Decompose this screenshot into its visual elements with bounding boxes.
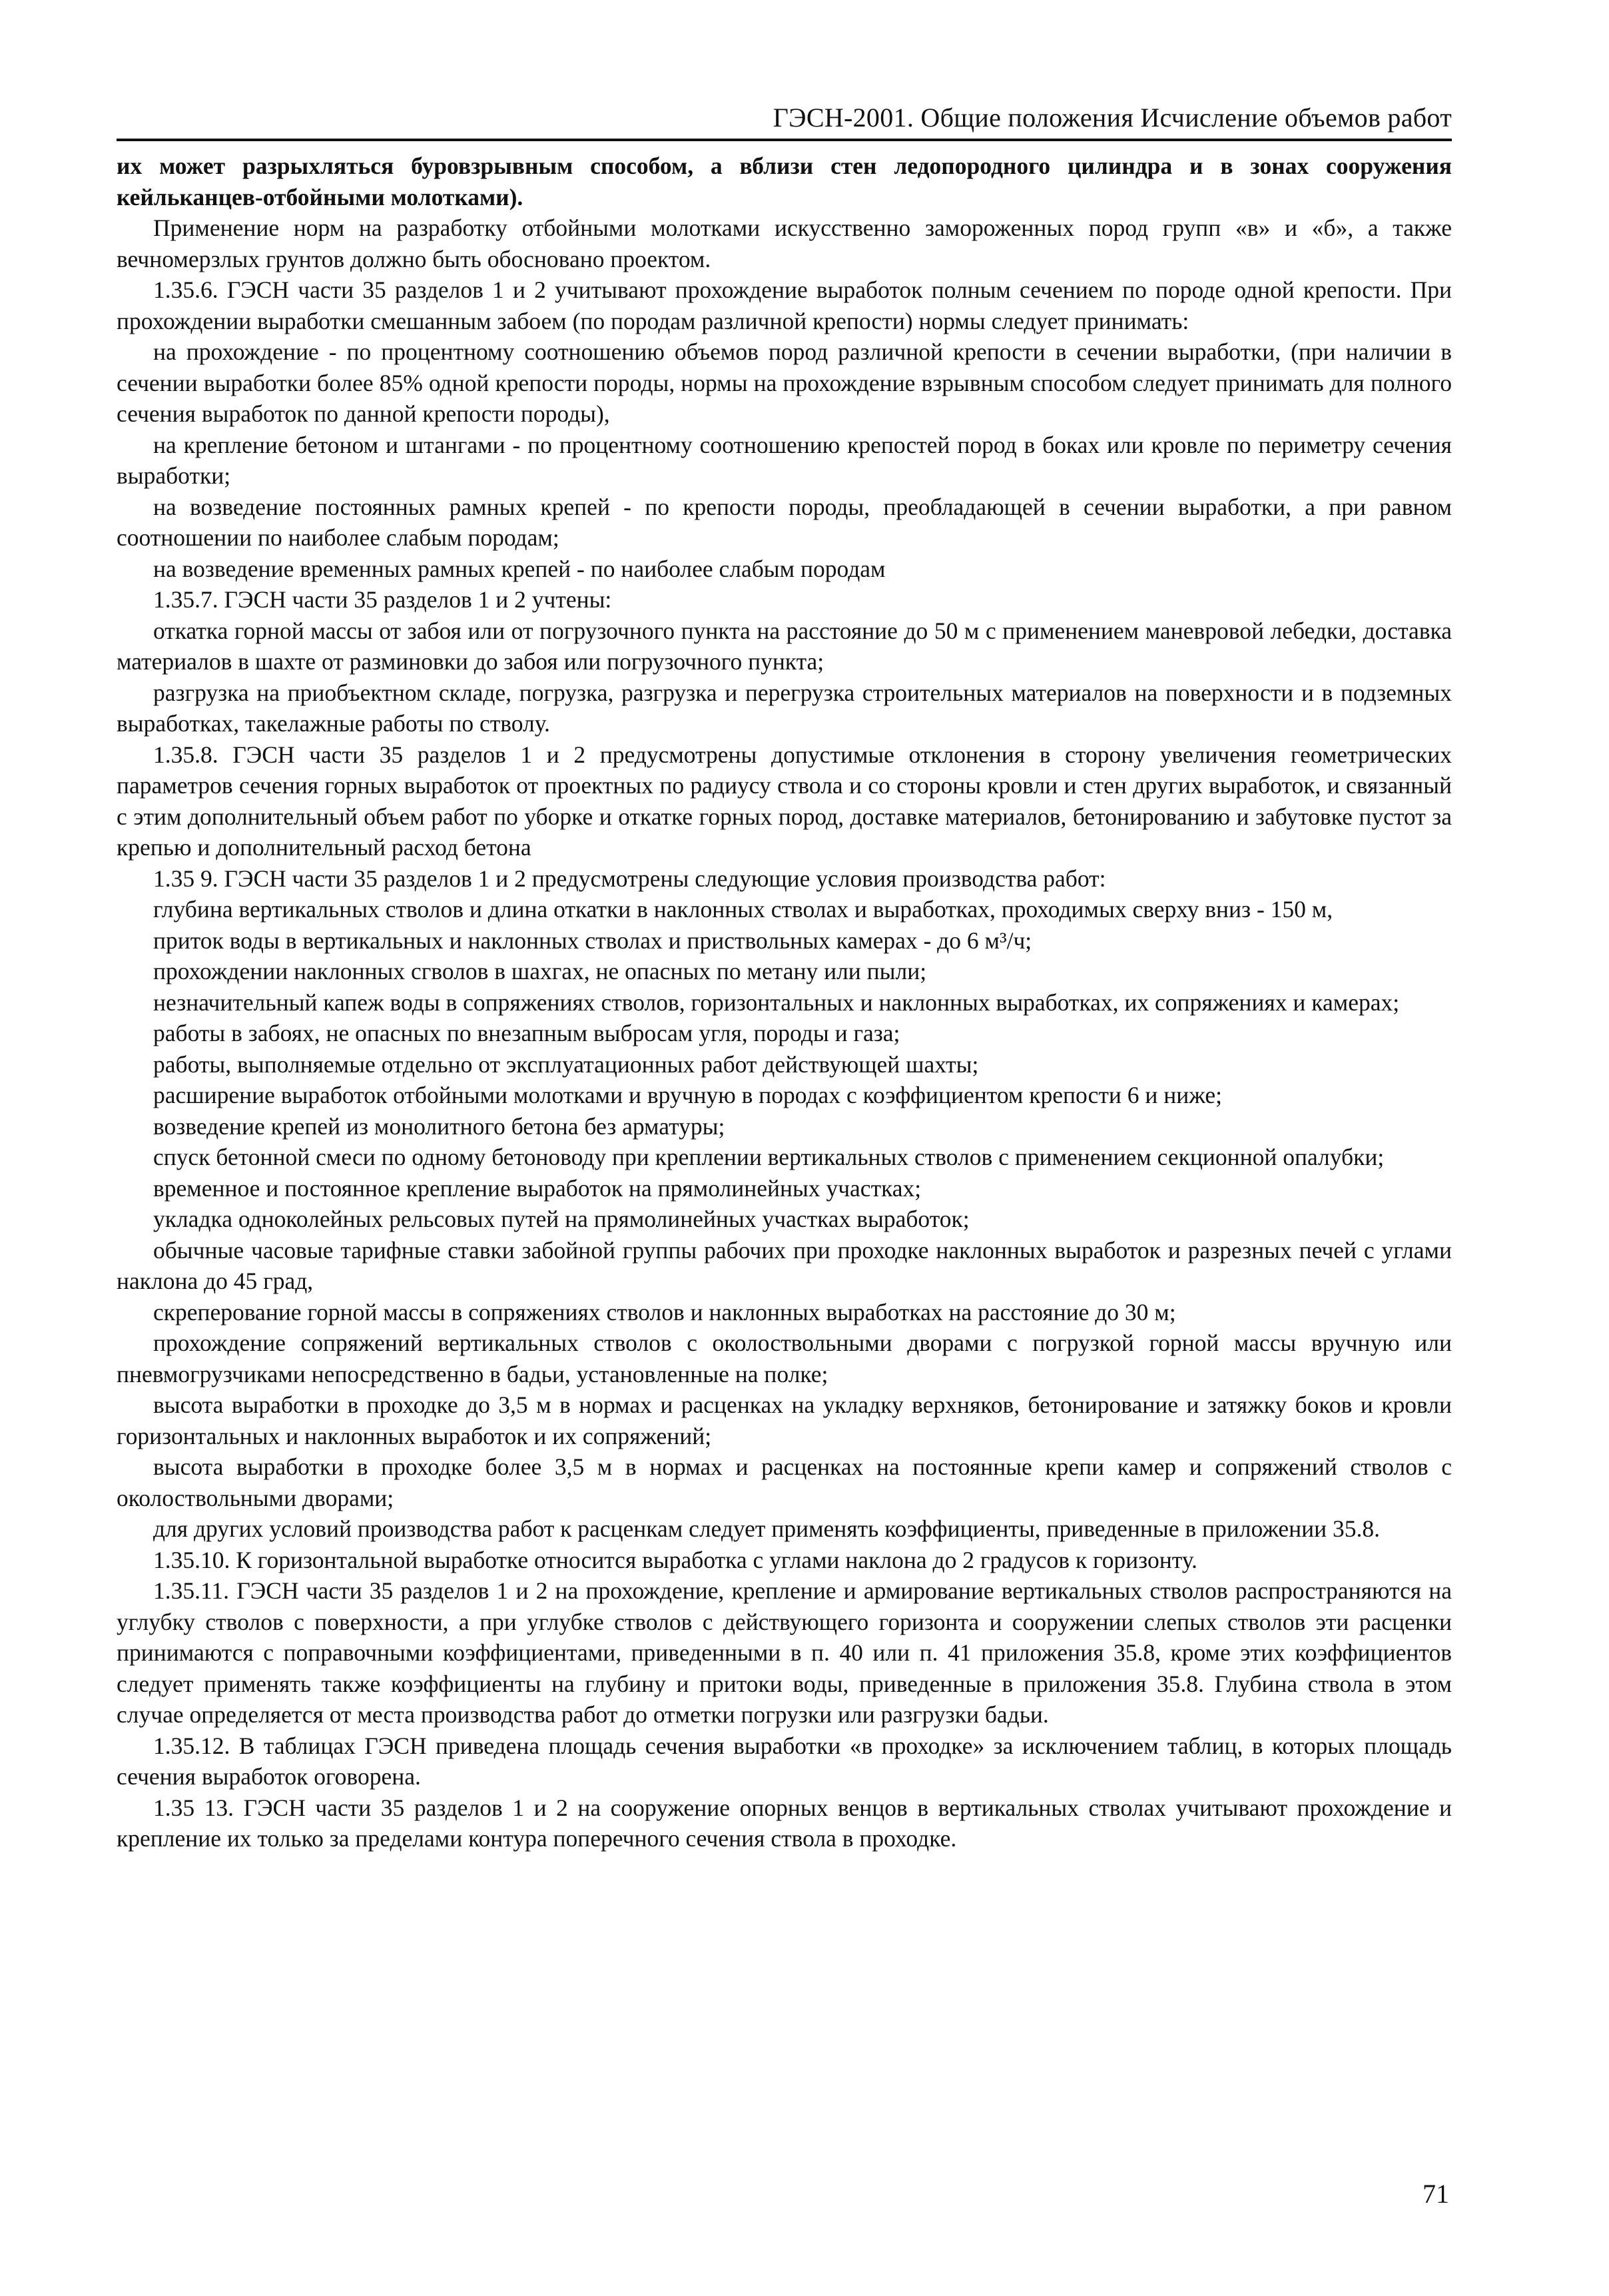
paragraph: обычные часовые тарифные ставки забойной группы рабочих при проходке наклонных выработок и разрезных печей с углами наклона до 45 град,: [117, 1236, 1452, 1294]
paragraph: 1.35.7. ГЭСН части 35 разделов 1 и 2 учтены:: [153, 586, 612, 613]
paragraph: возведение крепей из монолитного бетона без арматуры;: [153, 1112, 725, 1140]
paragraph: 1.35.8. ГЭСН части 35 разделов 1 и 2 предусмотрены допустимые отклонения в сторону увеличения геометрических параметров сечения горных выработок от проектных по радиусу ствола и со стороны кровли и стен других выработок, и связанный с этим дополнительный объем работ по уборке и откатке горных пород, доставке материалов, бетонированию и забутовке пустот за крепью и дополнительный расход бетона: [117, 741, 1452, 861]
paragraph: скреперование горной массы в сопряжениях стволов и наклонных выработках на расстояние до 30 м;: [153, 1298, 1176, 1326]
paragraph: 1.35.11. ГЭСН части 35 разделов 1 и 2 на прохождение, крепление и армирование вертикальных стволов распространяются на углубку стволов с поверхности, а при углубке стволов с действующего горизонта и сооружении слепых стволов эти расценки принимаются с поправочными коэффициентами, приведенными в п. 40 или п. 41 приложения 35.8, кроме этих коэффициентов следует применять также коэффициенты на глубину и притоки воды, приведенные в приложения 35.8. Глубина ствола в этом случае определяется от места производства работ до отметки погрузки или разгрузки бадьи.: [117, 1577, 1452, 1728]
paragraph: укладка одноколейных рельсовых путей на прямолинейных участках выработок;: [153, 1206, 970, 1232]
paragraph: на крепление бетоном и штангами - по процентному соотношению крепостей пород в боках или кровле по периметру сечения выработки;: [117, 431, 1452, 489]
paragraph: высота выработки в проходке более 3,5 м в нормах и расценках на постоянные крепи камер и сопряжений стволов с околоствольными дворами;: [117, 1453, 1452, 1511]
paragraph: Применение норм на разработку отбойными молотками искусственно замороженных пород групп «в» и «б», а также вечномерзлых грунтов должно быть обосновано проектом.: [117, 214, 1452, 272]
paragraph: для других условий производства работ к расценкам следует применять коэффициенты, приведенные в приложении 35.8.: [153, 1515, 1381, 1542]
paragraph: 1.35.10. К горизонтальной выработке относится выработка с углами наклона до 2 градусов к горизонту.: [153, 1546, 1197, 1573]
paragraph: глубина вертикальных стволов и длина откатки в наклонных стволах и выработках, проходимых сверху вниз - 150 м,: [153, 896, 1333, 923]
paragraph: прохождение сопряжений вертикальных стволов с околоствольными дворами с погрузкой горной массы вручную или пневмогрузчиками непосредственно в бадьи, установленные на полке;: [117, 1330, 1452, 1387]
header-title: ГЭСН-2001. Общие положения Исчисление объемов работ: [773, 103, 1452, 133]
paragraph: на прохождение - по процентному соотношению объемов пород различной крепости в сечении выработки, (при наличии в сечении выработки более 85% одной крепости породы, нормы на прохождение взрывным способом следует принимать для полного сечения выработок по данной крепости породы),: [117, 338, 1452, 427]
paragraph: откатка горной массы от забоя или от погрузочного пункта на расстояние до 50 м с применением маневровой лебедки, доставка материалов в шахте от разминовки до забоя или погрузочного пункта;: [117, 617, 1452, 675]
paragraph: незначительный капеж воды в сопряжениях стволов, горизонтальных и наклонных выработках, их сопряжениях и камерах;: [153, 988, 1400, 1016]
running-header: [117, 100, 1452, 141]
paragraph: 1.35 13. ГЭСН части 35 разделов 1 и 2 на сооружение опорных венцов в вертикальных стволах учитывают прохождение и крепление их только за пределами контура поперечного сечения ствола в проходке.: [117, 1794, 1452, 1852]
paragraph: расширение выработок отбойными молотками и вручную в породах с коэффициентом крепости 6 и ниже;: [153, 1082, 1222, 1108]
paragraph: высота выработки в проходке до 3,5 м в нормах и расценках на укладку верхняков, бетонирование и затяжку боков и кровли горизонтальных и наклонных выработок и их сопряжений;: [117, 1391, 1452, 1449]
paragraph: 1.35.12. В таблицах ГЭСН приведена площадь сечения выработки «в проходке» за исключением таблиц, в которых площадь сечения выработок оговорена.: [117, 1732, 1452, 1790]
paragraph: их может разрыхляться буровзрывным способом, а вблизи стен ледопородного цилиндра и в зонах сооружения кейльканцев-отбойными молотками).: [117, 153, 1452, 210]
paragraph: 1.35.6. ГЭСН части 35 разделов 1 и 2 учитывают прохождение выработок полным сечением по породе одной крепости. При прохождении выработки смешанным забоем (по породам различной крепости) нормы следует принимать:: [117, 276, 1452, 334]
paragraph: разгрузка на приобъектном складе, погрузка, разгрузка и перегрузка строительных материалов на поверхности и в подземных выработках, такелажные работы по стволу.: [117, 679, 1452, 737]
paragraph: на возведение постоянных рамных крепей - по крепости породы, преобладающей в сечении выработки, а при равном соотношении по наиболее слабым породам;: [117, 493, 1452, 551]
paragraph: работы, выполняемые отдельно от эксплуатационных работ действующей шахты;: [153, 1050, 979, 1078]
paragraph: временное и постоянное крепление выработок на прямолинейных участках;: [153, 1174, 922, 1202]
paragraph: на возведение временных рамных крепей - по наиболее слабым породам: [153, 555, 886, 582]
paragraph: приток воды в вертикальных и наклонных стволах и приствольных камерах - до 6 м³/ч;: [153, 927, 1032, 954]
paragraph: прохождении наклонных сгволов в шахгах, не опасных по метану или пыли;: [153, 958, 927, 984]
page-number: 71: [1423, 2179, 1449, 2209]
paragraph: работы в забоях, не опасных по внезапным выбросам угля, породы и газа;: [153, 1020, 900, 1046]
paragraph: 1.35 9. ГЭСН части 35 разделов 1 и 2 предусмотрены следующие условия производства работ:: [153, 865, 1106, 892]
paragraph: спуск бетонной смеси по одному бетоноводу при креплении вертикальных стволов с применением секционной опалубки;: [153, 1144, 1385, 1170]
document-body: [117, 151, 1452, 1854]
